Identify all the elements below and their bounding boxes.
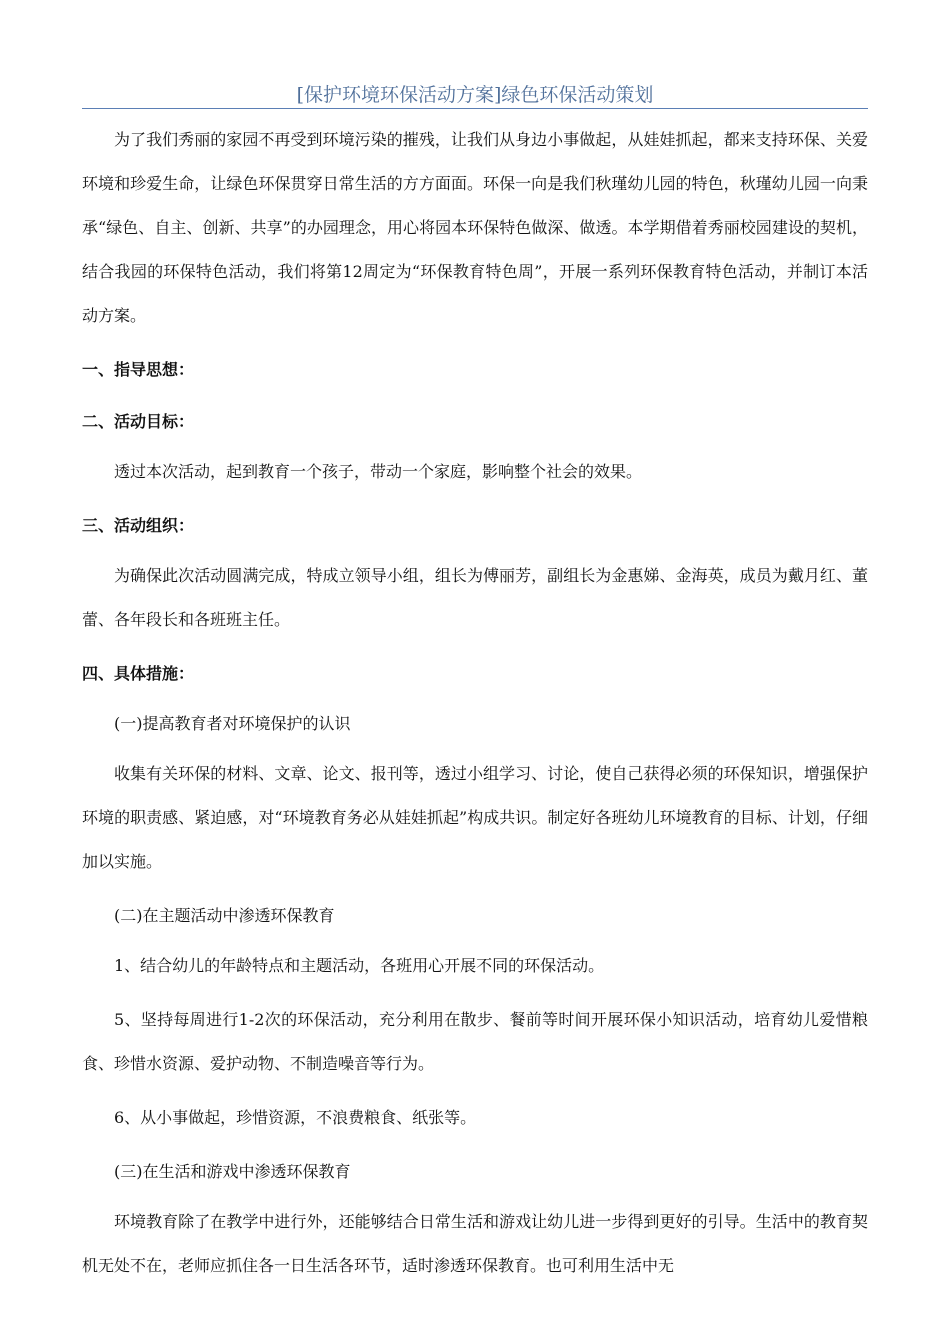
section-heading-measures: 四、具体措施： [82,664,195,683]
organization-paragraph: 为确保此次活动圆满完成，特成立领导小组，组长为傅丽芳，副组长为金惠娣、金海英，成员为戴月红、董蕾、各年段长和各班班主任。 [82,566,868,629]
document-body [82,118,868,1288]
section-heading-organization: 三、活动组织： [82,516,195,535]
document-header-title: [保护环境环保活动方案]绿色环保活动策划 [296,84,654,106]
awareness-paragraph: 收集有关环保的材料、文章、论文、报刊等，透过小组学习、讨论，使自己获得必须的环保知识，增强保护环境的职责感、紧迫感，对“环境教育务必从娃娃抓起”构成共识。制定好各班幼儿环境教育的目标、计划，仔细加以实施。 [82,764,868,871]
section-heading-activity-goals: 二、活动目标： [82,412,195,431]
header-divider [82,108,868,109]
theme-item-1: 1、结合幼儿的年龄特点和主题活动，各班用心开展不同的环保活动。 [114,956,605,975]
theme-item-6: 6、从小事做起，珍惜资源，不浪费粮食、纸张等。 [114,1108,477,1127]
theme-item-5: 5、坚持每周进行1-2次的环保活动，充分利用在散步、餐前等时间开展环保小知识活动，培育幼儿爱惜粮食、珍惜水资源、爱护动物、不制造噪音等行为。 [82,1010,868,1073]
section-heading-guiding-thought: 一、指导思想： [82,360,195,379]
intro-paragraph: 为了我们秀丽的家园不再受到环境污染的摧残，让我们从身边小事做起，从娃娃抓起，都来支持环保、关爱环境和珍爱生命，让绿色环保贯穿日常生活的方方面面。环保一向是我们秋瑾幼儿园的特色，秋瑾幼儿园一向秉承“绿色、自主、创新、共享”的办园理念，用心将园本环保特色做深、做透。本学期借着秀丽校园建设的契机，结合我园的环保特色活动，我们将第12周定为“环保教育特色周”，开展一系列环保教育特色活动，并制订本活动方案。 [82,130,868,325]
subsection-heading-awareness: (一)提高教育者对环境保护的认识 [114,714,351,733]
subsection-heading-theme-activities: (二)在主题活动中渗透环保教育 [114,906,335,925]
activity-goals-paragraph: 透过本次活动，起到教育一个孩子，带动一个家庭，影响整个社会的效果。 [114,462,643,481]
subsection-heading-daily-life: (三)在生活和游戏中渗透环保教育 [114,1162,351,1181]
daily-life-paragraph: 环境教育除了在教学中进行外，还能够结合日常生活和游戏让幼儿进一步得到更好的引导。生活中的教育契机无处不在，老师应抓住各一日生活各环节，适时渗透环保教育。也可利用生活中无 [82,1212,868,1275]
